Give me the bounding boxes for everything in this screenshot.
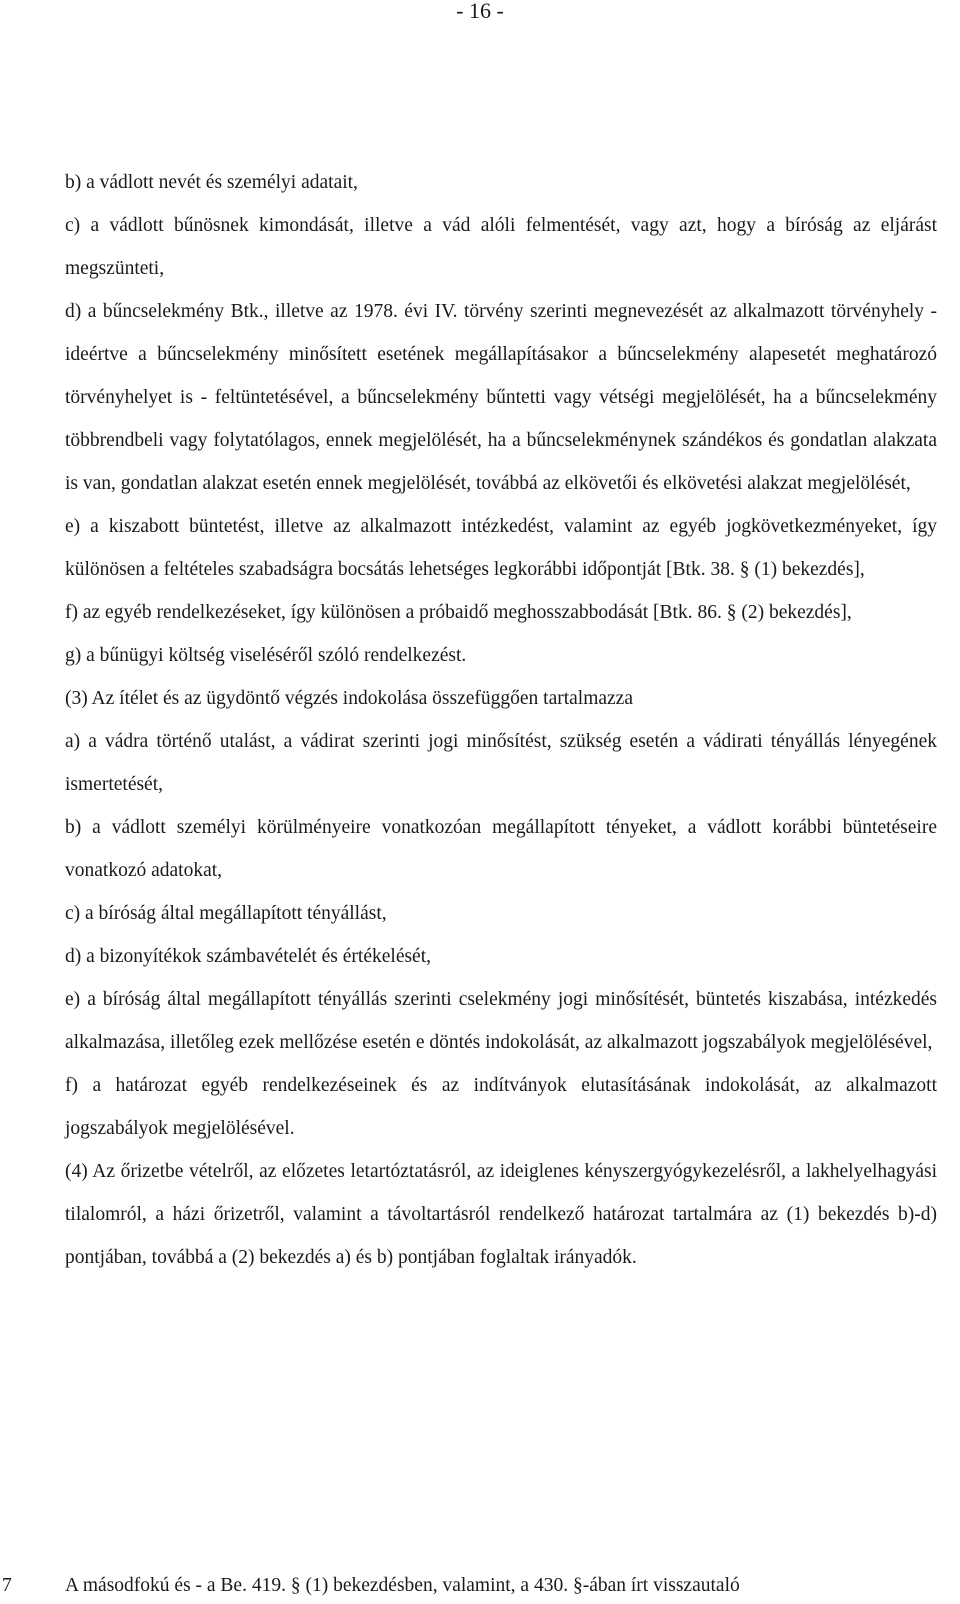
list-item-b: b) a vádlott nevét és személyi adatait, (65, 172, 358, 193)
section-3-item-c: c) a bíróság által megállapított tényállást, (65, 903, 387, 924)
list-item-g: g) a bűnügyi költség viseléséről szóló rendelkezést. (65, 645, 467, 666)
list-item-e: e) a kiszabott büntetést, illetve az alkalmazott intézkedést, valamint az egyéb jogkövetkezményeket, így különösen a feltételes szabadságra bocsátás lehetséges legkorábbi időpontját [Btk. 38. § (1) bekezdés], (65, 516, 937, 580)
list-item-f: f) az egyéb rendelkezéseket, így különösen a próbaidő meghosszabbodását [Btk. 86. § (2) bekezdés], (65, 602, 852, 623)
list-item-d: d) a bűncselekmény Btk., illetve az 1978. évi IV. törvény szerinti megnevezését az alkalmazott törvényhely - ideértve a bűncselekmény minősített esetének megállapításakor a bűncselekmény alapesetét meghatározó törvényhelyet is - feltüntetésével, a bűncselekmény bűntetti vagy vétségi megjelölését, ha a bűncselekmény többrendbeli vagy folytatólagos, ennek megjelölését, ha a bűncselekménynek szándékos és gondatlan alakzata is van, gondatlan alakzat esetén ennek megjelölését, továbbá az elkövetői és elkövetési alakzat megjelölését, (65, 301, 937, 494)
page-number: - 16 - (456, 0, 504, 23)
section-4-paragraph: (4) Az őrizetbe vételről, az előzetes letartóztatásról, az ideiglenes kényszergyógykezelésről, a lakhelyelhagyási tilalomról, a házi őrizetről, valamint a távoltartásról rendelkező határozat tartalmára az (1) bekezdés b)-d) pontjában, továbbá a (2) bekezdés a) és b) pontjában foglaltak irányadók. (65, 1161, 937, 1268)
section-3-item-b: b) a vádlott személyi körülményeire vonatkozóan megállapított tényeket, a vádlott korábbi büntetéseire vonatkozó adatokat, (65, 817, 937, 881)
section-3-item-a: a) a vádra történő utalást, a vádirat szerinti jogi minősítést, szükség esetén a vádirati tényállás lényegének ismertetését, (65, 731, 937, 795)
section-3-item-d: d) a bizonyítékok számbavételét és értékelését, (65, 946, 432, 967)
footnote-text: A másodfokú és - a Be. 419. § (1) bekezdésben, valamint, a 430. §-ában írt visszautaló (65, 1575, 740, 1596)
section-3-item-f: f) a határozat egyéb rendelkezéseinek és az indítványok elutasításának indokolását, az alkalmazott jogszabályok megjelölésével. (65, 1075, 937, 1139)
document-body (65, 161, 937, 1279)
section-3-heading: (3) Az ítélet és az ügydöntő végzés indokolása összefüggően tartalmazza (65, 688, 633, 709)
section-3-item-e: e) a bíróság által megállapított tényállás szerinti cselekmény jogi minősítését, büntetés kiszabása, intézkedés alkalmazása, illetőleg ezek mellőzése esetén e döntés indokolását, az alkalmazott jogszabályok megjelölésével, (65, 989, 937, 1053)
list-item-c: c) a vádlott bűnösnek kimondását, illetve a vád alóli felmentését, vagy azt, hogy a bíróság az eljárást megszünteti, (65, 215, 937, 279)
footnote-mark: 7 (2, 1575, 12, 1596)
